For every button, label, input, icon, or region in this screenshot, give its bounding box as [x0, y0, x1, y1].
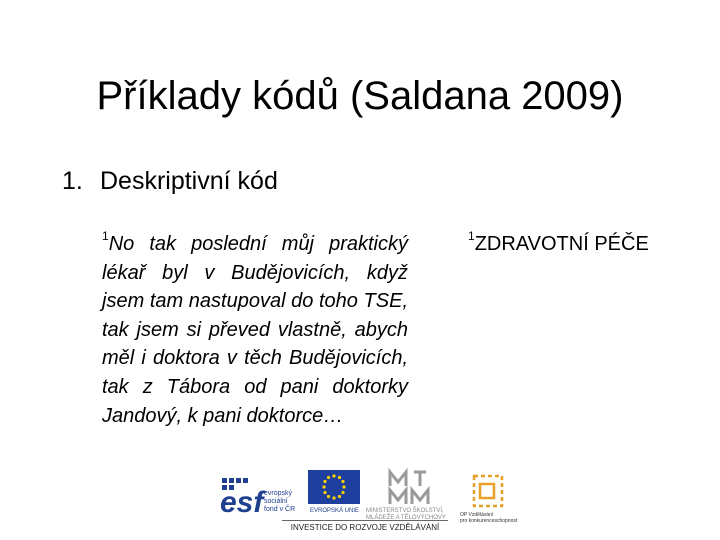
- list-text: Deskriptivní kód: [100, 167, 278, 195]
- slide-title: Příklady kódů (Saldana 2009): [96, 74, 624, 118]
- esf-caption: evropský sociální fond v ČR: [264, 490, 296, 513]
- code-label: [468, 230, 649, 258]
- interview-quote: [102, 230, 408, 430]
- eu-flag-icon: [308, 470, 360, 504]
- op-logo-icon: [460, 470, 516, 514]
- quote-footnote-marker: 1: [102, 229, 109, 243]
- msmt-caption: MINISTERSTVO ŠKOLSTVÍ, MLÁDEŽE A TĚLOVÝCHOVY: [366, 508, 446, 521]
- esf-logo-text: esf: [220, 486, 264, 519]
- op-caption: OP Vzdělávání pro konkurenceschopnost: [460, 512, 518, 524]
- code-footnote-marker: 1: [468, 229, 475, 243]
- esf-logo: [214, 468, 306, 522]
- msmt-logo-icon: [386, 468, 436, 508]
- quote-text: No tak poslední můj praktický lékař byl v Budějovicích, když jsem tam nastupoval do toho TSE, tak jsem si převed vlastně, abych měl i doktora v těch Budějovicích, tak z Tábora od pani doktorky Jandový, k pani doktorce…: [102, 233, 408, 427]
- eu-caption: EVROPSKÁ UNIE: [310, 508, 360, 514]
- list-number: 1.: [62, 167, 83, 195]
- code-text: ZDRAVOTNÍ PÉČE: [474, 233, 649, 255]
- list-item: [62, 164, 278, 198]
- footer-logos: [0, 460, 720, 540]
- investice-banner: INVESTICE DO ROZVOJE VZDĚLÁVÁNÍ: [282, 520, 448, 535]
